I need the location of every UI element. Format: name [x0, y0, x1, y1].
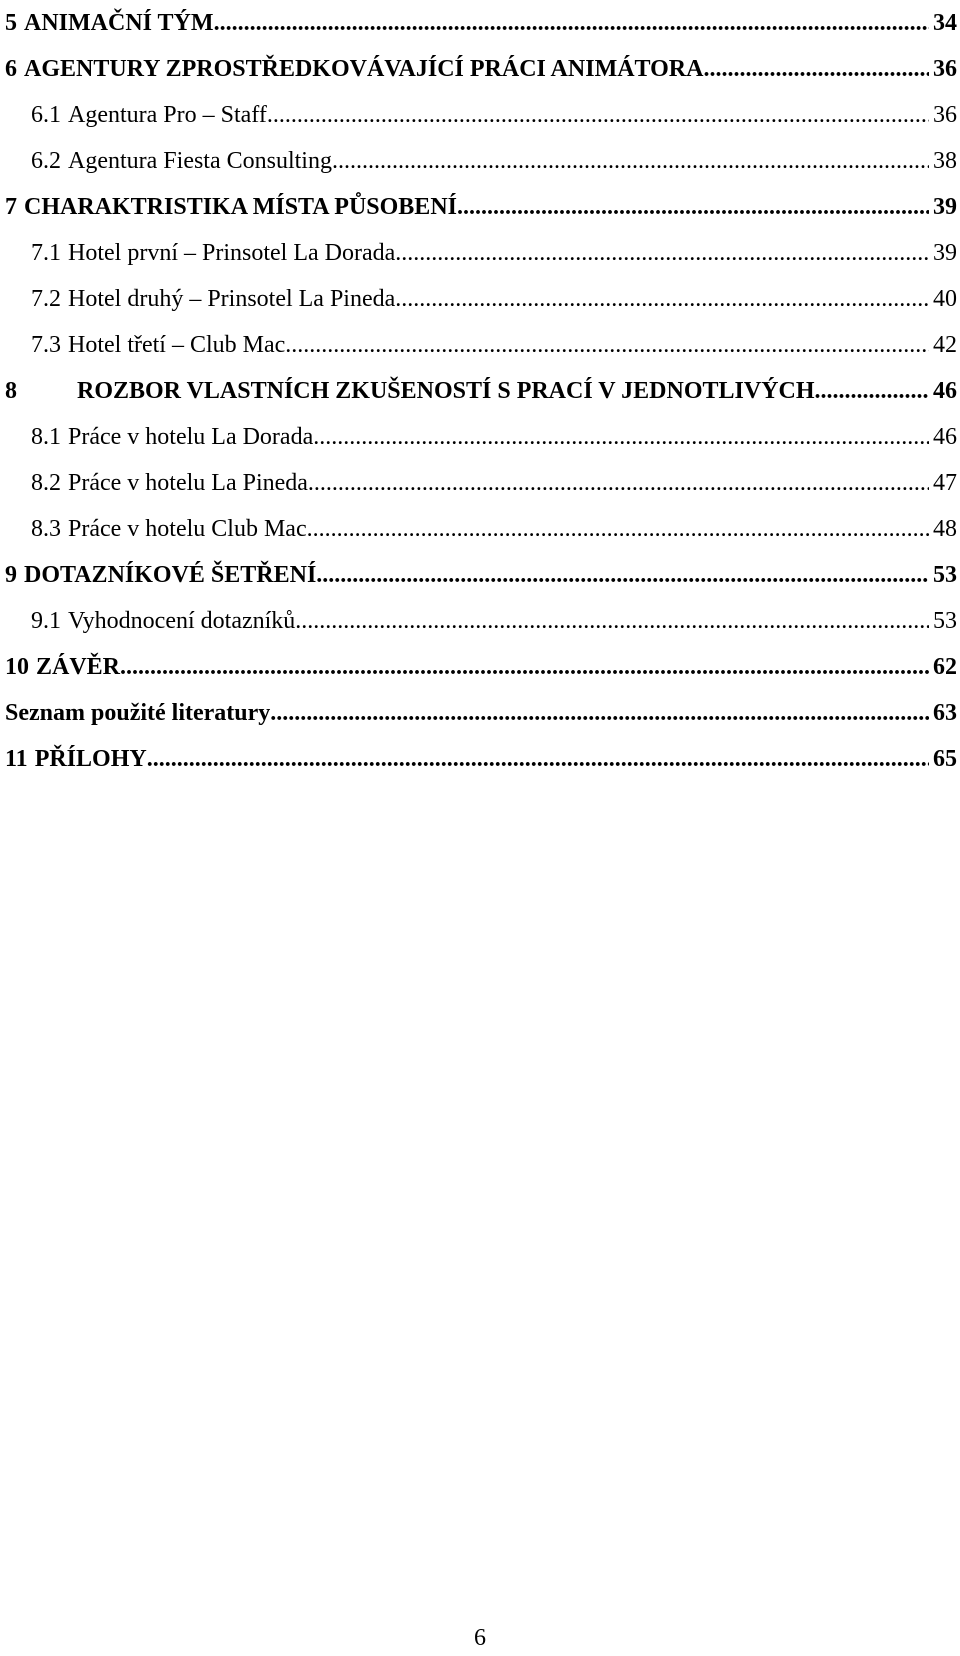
toc-entry-number: 9.1	[31, 608, 61, 634]
toc-entry[interactable]	[5, 276, 957, 322]
toc-entry[interactable]	[5, 368, 957, 414]
toc-entry-title: Seznam použité literatury	[5, 700, 271, 726]
table-of-contents	[5, 0, 957, 782]
toc-entry-page: 48	[933, 516, 957, 542]
toc-entry-title: PŘÍLOHY	[34, 746, 147, 772]
toc-entry[interactable]	[5, 552, 957, 598]
toc-entry-number: 6.1	[31, 102, 61, 128]
toc-leader-dots	[214, 0, 929, 46]
toc-leader-dots	[285, 322, 929, 368]
toc-entry-title: ANIMAČNÍ TÝM	[24, 10, 214, 36]
toc-leader-dots	[308, 460, 929, 506]
toc-entry-number: 8.2	[31, 470, 61, 496]
toc-entry-page: 62	[933, 654, 957, 680]
toc-entry-number: 6	[5, 56, 17, 82]
toc-leader-dots	[147, 736, 929, 782]
toc-entry[interactable]	[5, 138, 957, 184]
toc-entry[interactable]	[5, 46, 957, 92]
toc-entry[interactable]	[5, 690, 957, 736]
toc-entry-page: 53	[933, 608, 957, 634]
toc-entry[interactable]	[5, 0, 957, 46]
toc-entry[interactable]	[5, 644, 957, 690]
toc-entry-page: 47	[933, 470, 957, 496]
toc-entry-title: DOTAZNÍKOVÉ ŠETŘENÍ	[24, 562, 317, 588]
toc-entry-number: 8	[5, 378, 17, 404]
toc-entry-number: 8.3	[31, 516, 61, 542]
toc-leader-dots	[295, 598, 929, 644]
toc-entry-title: Práce v hotelu Club Mac	[68, 516, 307, 542]
toc-entry[interactable]	[5, 92, 957, 138]
toc-leader-dots	[457, 184, 929, 230]
toc-entry-number: 11	[5, 746, 28, 772]
toc-entry-page: 65	[933, 746, 957, 772]
toc-entry-number: 5	[5, 10, 17, 36]
toc-leader-dots	[815, 368, 929, 414]
toc-entry-title: ZÁVĚR	[36, 654, 121, 680]
toc-entry-page: 38	[933, 148, 957, 174]
toc-entry[interactable]	[5, 598, 957, 644]
toc-leader-dots	[267, 92, 929, 138]
toc-entry-title: Agentura Fiesta Consulting	[68, 148, 332, 174]
toc-entry[interactable]	[5, 506, 957, 552]
toc-entry-number: 7.3	[31, 332, 61, 358]
toc-leader-dots	[316, 552, 929, 598]
toc-entry-number: 10	[5, 654, 29, 680]
toc-entry-page: 39	[933, 240, 957, 266]
toc-entry[interactable]	[5, 230, 957, 276]
toc-leader-dots	[270, 690, 929, 736]
toc-entry-page: 40	[933, 286, 957, 312]
toc-entry-number: 6.2	[31, 148, 61, 174]
toc-entry-title: Hotel třetí – Club Mac	[68, 332, 286, 358]
toc-entry-title: Práce v hotelu La Pineda	[68, 470, 308, 496]
toc-entry-page: 36	[933, 102, 957, 128]
toc-entry-page: 34	[933, 10, 957, 36]
toc-entry-title: Hotel druhý – Prinsotel La Pineda	[68, 286, 396, 312]
toc-leader-dots	[395, 230, 929, 276]
toc-entry[interactable]	[5, 736, 957, 782]
toc-leader-dots	[395, 276, 929, 322]
toc-entry-page: 53	[933, 562, 957, 588]
toc-entry-page: 63	[933, 700, 957, 726]
toc-entry-page: 39	[933, 194, 957, 220]
toc-entry-number: 8.1	[31, 424, 61, 450]
toc-leader-dots	[313, 414, 929, 460]
toc-leader-dots	[307, 506, 929, 552]
toc-entry[interactable]	[5, 414, 957, 460]
toc-leader-dots	[332, 138, 929, 184]
toc-entry[interactable]	[5, 460, 957, 506]
toc-entry-number: 9	[5, 562, 17, 588]
toc-entry-number: 7.2	[31, 286, 61, 312]
toc-entry-title: ROZBOR VLASTNÍCH ZKUŠENOSTÍ S PRACÍ V JEDNOTLIVÝCH	[77, 378, 815, 404]
toc-entry-page: 46	[933, 378, 957, 404]
toc-entry-title: Vyhodnocení dotazníků	[68, 608, 296, 634]
toc-entry[interactable]	[5, 184, 957, 230]
toc-entry-title: CHARAKTRISTIKA MÍSTA PŮSOBENÍ	[24, 194, 457, 220]
toc-entry-title: AGENTURY ZPROSTŘEDKOVÁVAJÍCÍ PRÁCI ANIMÁTORA	[24, 56, 704, 82]
toc-entry-number: 7	[5, 194, 17, 220]
toc-entry-title: Práce v hotelu La Dorada	[68, 424, 314, 450]
toc-entry-page: 36	[933, 56, 957, 82]
toc-leader-dots	[703, 46, 929, 92]
toc-entry-number: 7.1	[31, 240, 61, 266]
toc-entry-page: 46	[933, 424, 957, 450]
toc-entry-title: Hotel první – Prinsotel La Dorada	[68, 240, 396, 266]
toc-entry[interactable]	[5, 322, 957, 368]
toc-entry-page: 42	[933, 332, 957, 358]
page-number: 6	[474, 1625, 486, 1651]
toc-leader-dots	[120, 644, 929, 690]
toc-entry-title: Agentura Pro – Staff	[68, 102, 267, 128]
